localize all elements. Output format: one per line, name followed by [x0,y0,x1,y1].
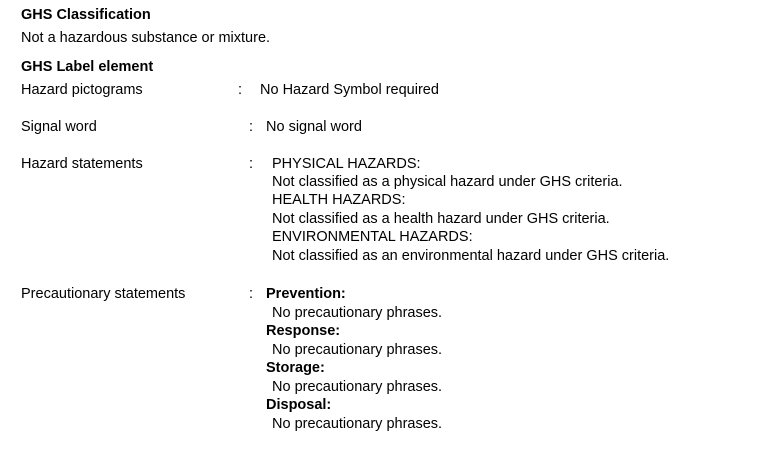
hazard-statement-line: HEALTH HAZARDS: [272,192,406,208]
precaution-disposal-text: No precautionary phrases. [272,416,443,432]
hazard-statements-colon: : [249,156,254,172]
precaution-storage-heading: Storage: [266,360,325,376]
hazard-statement-line: ENVIRONMENTAL HAZARDS: [272,229,473,245]
hazard-pictograms-value: No Hazard Symbol required [260,82,439,98]
precaution-prevention-heading: Prevention: [266,286,346,302]
signal-word-value: No signal word [266,119,362,135]
ghs-classification-text: Not a hazardous substance or mixture. [21,30,271,46]
precaution-storage-text: No precautionary phrases. [272,379,443,395]
hazard-statement-line: Not classified as a physical hazard under GHS criteria. [272,174,623,190]
ghs-label-element-heading: GHS Label element [21,59,154,75]
ghs-classification-heading: GHS Classification [21,7,151,23]
hazard-statements-label: Hazard statements [21,156,143,172]
precaution-prevention-text: No precautionary phrases. [272,305,443,321]
signal-word-colon: : [249,119,254,135]
precaution-response-heading: Response: [266,323,341,339]
hazard-statement-line: Not classified as a health hazard under GHS criteria. [272,211,610,227]
precautionary-statements-colon: : [249,286,254,302]
hazard-statement-line: PHYSICAL HAZARDS: [272,156,421,172]
hazard-pictograms-label: Hazard pictograms [21,82,143,98]
precaution-disposal-heading: Disposal: [266,397,332,413]
hazard-statement-line: Not classified as an environmental hazard under GHS criteria. [272,248,670,264]
precautionary-statements-label: Precautionary statements [21,286,186,302]
precaution-response-text: No precautionary phrases. [272,342,443,358]
signal-word-label: Signal word [21,119,97,135]
hazard-pictograms-colon: : [238,82,243,98]
